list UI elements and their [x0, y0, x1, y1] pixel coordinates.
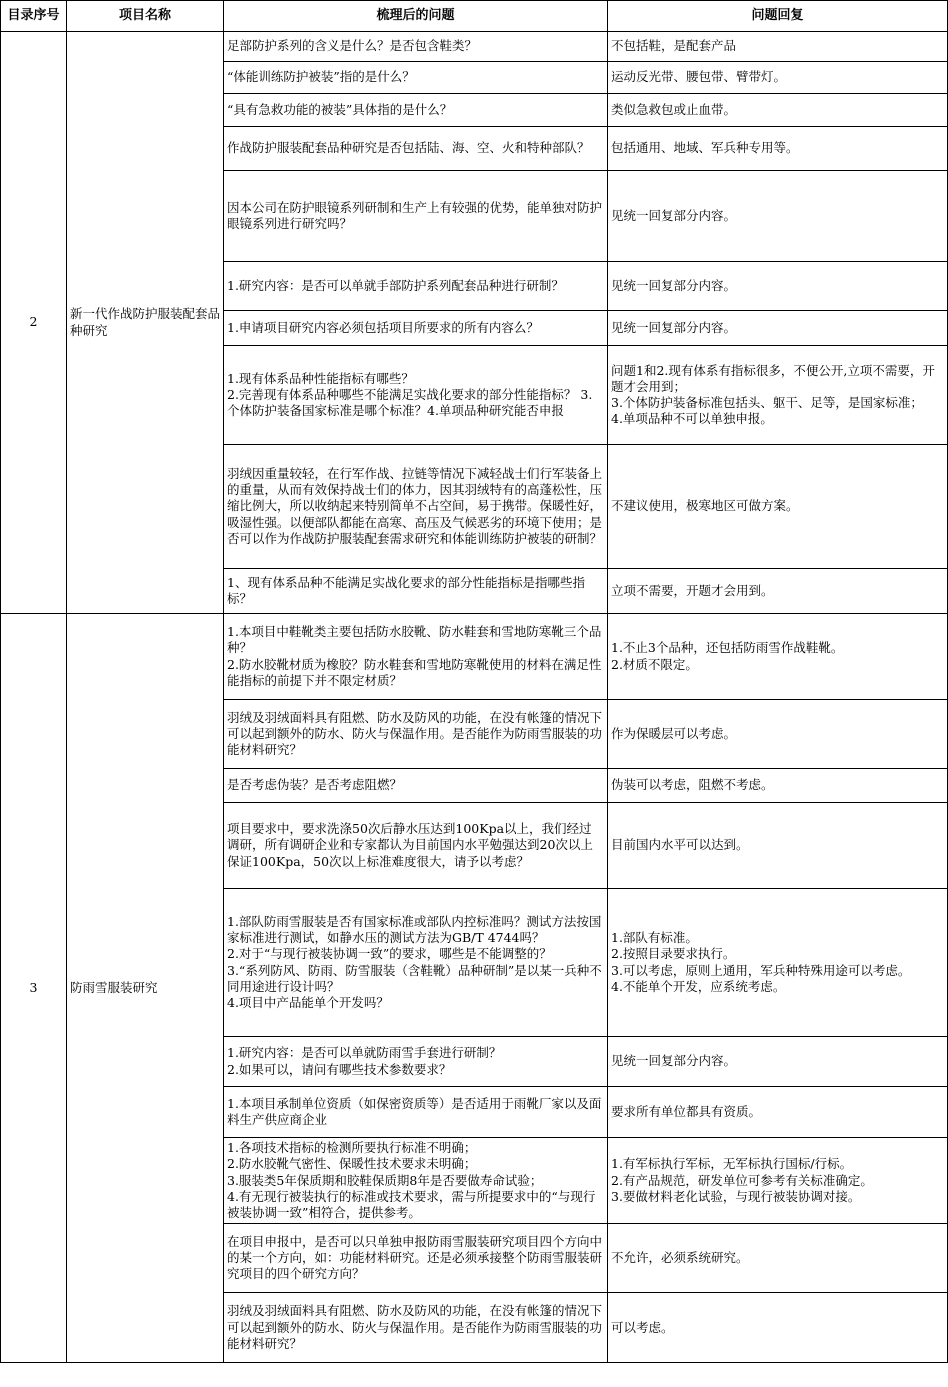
question-cell: “体能训练防护被装”指的是什么？	[224, 62, 608, 94]
question-cell: 项目要求中，要求洗涤50次后静水压达到100Kpa以上，我们经过调研，所有调研企业和专家都认为目前国内水平勉强达到20次以上保证100Kpa，50次以上标准难度很大，请予以考虑？	[224, 803, 608, 889]
group-seq: 2	[1, 32, 67, 614]
question-cell: 因本公司在防护眼镜系列研制和生产上有较强的优势，能单独对防护眼镜系列进行研究吗？	[224, 171, 608, 262]
question-cell: 1、现有体系品种不能满足实战化要求的部分性能指标是指哪些指标？	[224, 569, 608, 614]
answer-cell: 见统一回复部分内容。	[608, 1037, 948, 1087]
question-cell: “具有急救功能的被装”具体指的是什么？	[224, 94, 608, 127]
answer-cell: 目前国内水平可以达到。	[608, 803, 948, 889]
question-cell: 羽绒及羽绒面料具有阻燃、防水及防风的功能，在没有帐篷的情况下可以起到额外的防水、防火与保温作用。是否能作为防雨雪服装的功能材料研究？	[224, 700, 608, 769]
answer-cell: 见统一回复部分内容。	[608, 171, 948, 262]
table-row	[1, 614, 948, 700]
question-cell: 是否考虑伪装？是否考虑阻燃？	[224, 769, 608, 803]
group-name: 新一代作战防护服装配套品种研究	[67, 32, 224, 614]
question-cell: 1.研究内容：是否可以单就手部防护系列配套品种进行研制？	[224, 262, 608, 311]
answer-cell: 问题1和2.现有体系有指标很多，不便公开,立项不需要，开题才会用到； 3.个体防护装备标准包括头、躯干、足等，是国家标准； 4.单项品种不可以单独申报。	[608, 346, 948, 445]
question-cell: 1.研究内容：是否可以单就防雨雪手套进行研制？ 2.如果可以，请问有哪些技术参数要求？	[224, 1037, 608, 1087]
answer-cell: 类似急救包或止血带。	[608, 94, 948, 127]
answer-cell: 不允许，必须系统研究。	[608, 1224, 948, 1293]
header-question: 梳理后的问题	[224, 1, 608, 32]
header-answer: 问题回复	[608, 1, 948, 32]
question-cell: 1.本项目中鞋靴类主要包括防水胶靴、防水鞋套和雪地防寒靴三个品种？ 2.防水胶靴材质为橡胶？防水鞋套和雪地防寒靴使用的材料在满足性能指标的前提下并不限定材质？	[224, 614, 608, 700]
answer-cell: 不建议使用，极寒地区可做方案。	[608, 445, 948, 569]
question-cell: 羽绒及羽绒面料具有阻燃、防水及防风的功能，在没有帐篷的情况下可以起到额外的防水、防火与保温作用。是否能作为防雨雪服装的功能材料研究？	[224, 1293, 608, 1363]
question-cell: 1.各项技术指标的检测所要执行标准不明确； 2.防水胶靴气密性、保暖性技术要求未明确； 3.服装类5年保质期和胶鞋保质期8年是否要做寿命试验； 4.有无现行被装执行的标准或技术要求，需与所提要求中的“与现行被装协调一致”相符合，提供参考。	[224, 1138, 608, 1224]
header-seq: 目录序号	[1, 1, 67, 32]
answer-cell: 不包括鞋，是配套产品	[608, 32, 948, 62]
answer-cell: 立项不需要，开题才会用到。	[608, 569, 948, 614]
question-cell: 1.申请项目研究内容必须包括项目所要求的所有内容么？	[224, 311, 608, 346]
answer-cell: 可以考虑。	[608, 1293, 948, 1363]
question-cell: 1.部队防雨雪服装是否有国家标准或部队内控标准吗？测试方法按国家标准进行测试，如静水压的测试方法为GB/T 4744吗？ 2.对于“与现行被装协调一致”的要求，哪些是不能调整的？ 3.“系列防风、防雨、防雪服装（含鞋靴）品种研制”是以某一兵种不同用途进行设计吗？ 4.项目中产品能单个开发吗？	[224, 889, 608, 1037]
group-name: 防雨雪服装研究	[67, 614, 224, 1363]
answer-cell: 1.不止3个品种，还包括防雨雪作战鞋靴。 2.材质不限定。	[608, 614, 948, 700]
table-row	[1, 32, 948, 62]
answer-cell: 1.部队有标准。 2.按照目录要求执行。 3.可以考虑，原则上通用，军兵种特殊用途可以考虑。 4.不能单个开发，应系统考虑。	[608, 889, 948, 1037]
answer-cell: 作为保暖层可以考虑。	[608, 700, 948, 769]
answer-cell: 见统一回复部分内容。	[608, 311, 948, 346]
header-row	[1, 1, 948, 32]
header-name: 项目名称	[67, 1, 224, 32]
question-cell: 作战防护服装配套品种研究是否包括陆、海、空、火和特种部队？	[224, 127, 608, 171]
group-seq: 3	[1, 614, 67, 1363]
question-cell: 羽绒因重量较轻，在行军作战、拉链等情况下减轻战士们行军装备上的重量，从而有效保持战士们的体力，因其羽绒特有的高蓬松性，压缩比例大，所以收纳起来特别简单不占空间，易于携带。保暖性好，吸湿性强。以便部队都能在高寒、高压及气候恶劣的环境下使用；是否可以作为作战防护服装配套需求研究和体能训练防护被装的研制？	[224, 445, 608, 569]
question-cell: 1.本项目承制单位资质（如保密资质等）是否适用于雨靴厂家以及面料生产供应商企业	[224, 1087, 608, 1138]
answer-cell: 包括通用、地域、军兵种专用等。	[608, 127, 948, 171]
answer-cell: 要求所有单位都具有资质。	[608, 1087, 948, 1138]
answer-cell: 1.有军标执行军标，无军标执行国标/行标。 2.有产品规范，研发单位可参考有关标准确定。 3.要做材料老化试验，与现行被装协调对接。	[608, 1138, 948, 1224]
answer-cell: 运动反光带、腰包带、臂带灯。	[608, 62, 948, 94]
answer-cell: 伪装可以考虑，阻燃不考虑。	[608, 769, 948, 803]
question-cell: 1.现有体系品种性能指标有哪些？ 2.完善现有体系品种哪些不能满足实战化要求的部分性能指标？ 3.个体防护装备国家标准是哪个标准？4.单项品种研究能否申报	[224, 346, 608, 445]
question-cell: 足部防护系列的含义是什么？是否包含鞋类？	[224, 32, 608, 62]
answer-cell: 见统一回复部分内容。	[608, 262, 948, 311]
question-cell: 在项目申报中，是否可以只单独申报防雨雪服装研究项目四个方向中的某一个方向，如：功能材料研究。还是必须承接整个防雨雪服装研究项目的四个研究方向？	[224, 1224, 608, 1293]
